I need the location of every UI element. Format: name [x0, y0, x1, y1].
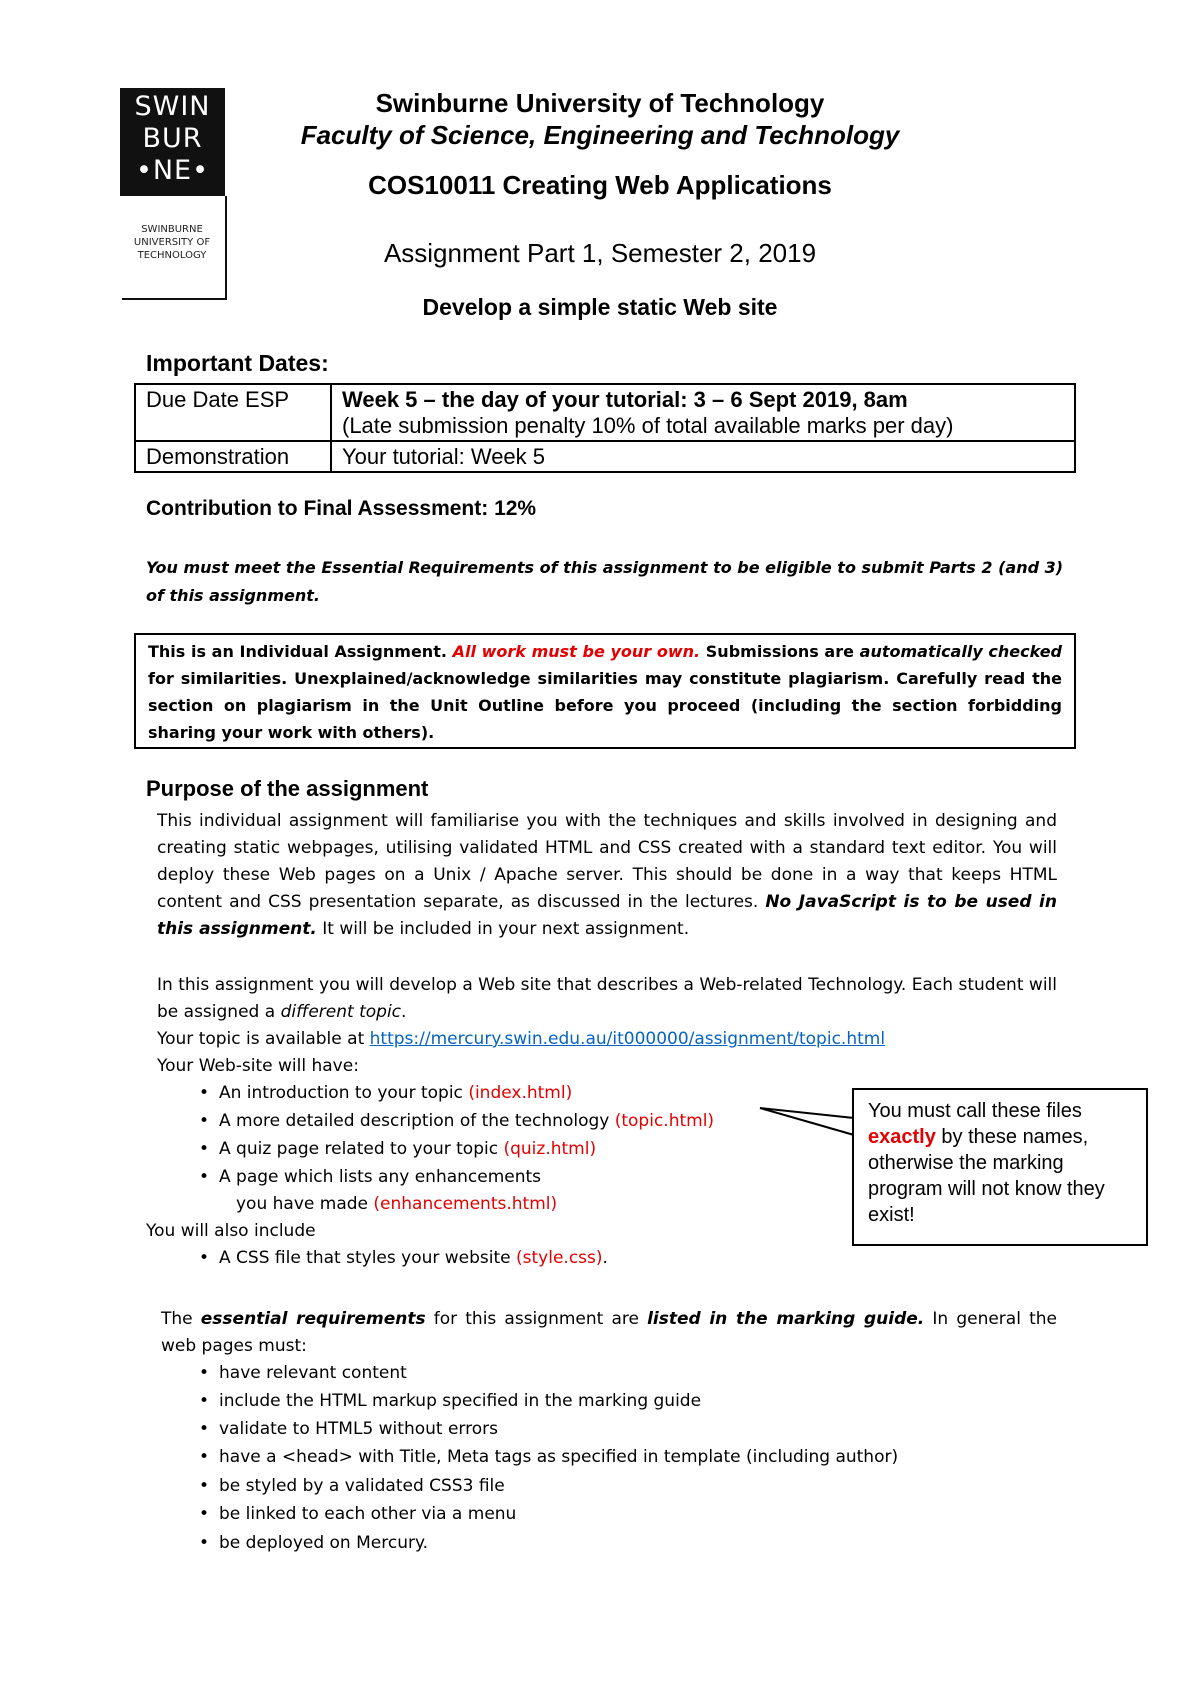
list-item — [199, 1416, 498, 1443]
file-name: (index.html) — [468, 1083, 573, 1103]
requirement-text: validate to HTML5 without errors — [219, 1419, 498, 1439]
bullet-icon: • — [199, 1363, 210, 1383]
task-title: Develop a simple static Web site — [422, 294, 778, 320]
purpose-heading: Purpose of the assignment — [146, 776, 429, 801]
also-include: You will also include — [146, 1221, 316, 1241]
topic-p2-text: In this assignment you will develop a Web site that describes a Web-related Technology. Each student will be assigned a — [157, 975, 1057, 1022]
file-name: (quiz.html) — [503, 1139, 597, 1159]
individual-text-c: Submissions are — [700, 642, 860, 661]
file-desc-end: . — [602, 1248, 608, 1268]
ess-text-a: The — [161, 1309, 201, 1329]
late-penalty-note: (Late submission penalty 10% of total available marks per day) — [342, 413, 954, 438]
requirement-text: have a <head> with Title, Meta tags as specified in template (including author) — [219, 1447, 899, 1467]
purpose-p1-end: It will be included in your next assignment. — [316, 919, 690, 939]
due-date-label: Due Date ESP — [135, 384, 331, 441]
list-item — [199, 1444, 899, 1471]
file-name: (topic.html) — [614, 1111, 715, 1131]
bullet-icon: • — [199, 1447, 210, 1467]
list-item — [199, 1501, 517, 1528]
own-work-warning: All work must be your own. — [452, 642, 701, 661]
bullet-icon: • — [199, 1419, 210, 1439]
purpose-p1-text: This individual assignment will familiarise you with the techniques and skills involved in designing and creating static webpages, utilising validated HTML and CSS created with a standard text editor. You will deploy these Web pages on a Unix / Apache server. This should be done in a way that keeps HTML content and CSS presentation separate, as discussed in the lectures. — [157, 811, 1057, 912]
bullet-icon: • — [199, 1533, 210, 1553]
requirement-text: be deployed on Mercury. — [219, 1533, 429, 1553]
file-desc: A quiz page related to your topic — [219, 1139, 504, 1159]
file-names-callout — [852, 1088, 1148, 1246]
bullet-icon: • — [199, 1139, 210, 1159]
unit-title: COS10011 Creating Web Applications — [368, 170, 832, 200]
logo-line-3: •NE• — [135, 155, 210, 186]
logo-sub-2: UNIVERSITY OF — [133, 237, 211, 248]
list-item — [199, 1360, 407, 1387]
ess-text-e: In general the web pages must: — [161, 1309, 1057, 1356]
bullet-icon: • — [199, 1167, 210, 1187]
due-date-text: Week 5 – the day of your tutorial: 3 – 6 Sept 2019, 8am — [342, 387, 908, 412]
essential-requirements-paragraph — [161, 1306, 1057, 1360]
logo-line-2: BUR — [142, 123, 203, 154]
university-title: Swinburne University of Technology — [375, 88, 825, 118]
logo-sub-3: TECHNOLOGY — [137, 250, 207, 261]
logo-line-1: SWIN — [134, 91, 211, 122]
callout-text-a: You must call these files — [868, 1100, 1082, 1122]
individual-text-e: for similarities. Unexplained/acknowledge similarities may constitute plagiarism. Carefully read the section on plagiarism in the Unit Outline before you proceed (including the section forbidding sharing your work with others). — [148, 669, 1062, 742]
file-desc: A more detailed description of the technology — [219, 1111, 615, 1131]
file-desc: A CSS file that styles your website — [219, 1248, 517, 1268]
callout-text-c: by these names, otherwise the marking program will not know they exist! — [868, 1126, 1105, 1226]
list-item — [199, 1388, 702, 1415]
ess-text-b: essential requirements — [200, 1309, 426, 1329]
file-name: (style.css) — [516, 1248, 603, 1268]
file-name: (enhancements.html) — [373, 1194, 558, 1214]
demonstration-value: Your tutorial: Week 5 — [331, 441, 1075, 472]
demonstration-label: Demonstration — [135, 441, 331, 472]
bullet-icon: • — [199, 1111, 210, 1131]
individual-text-a: This is an Individual Assignment. — [148, 642, 453, 661]
list-item — [199, 1530, 429, 1557]
ess-text-c: for this assignment are — [425, 1309, 648, 1329]
no-javascript-note: No JavaScript is to be used in this assignment. — [157, 892, 1057, 939]
important-dates-heading: Important Dates: — [146, 350, 329, 376]
bullet-icon: • — [199, 1504, 210, 1524]
requirement-text: be linked to each other via a menu — [219, 1504, 517, 1524]
file-desc: An introduction to your topic — [219, 1083, 469, 1103]
bullet-icon: • — [199, 1476, 210, 1496]
topic-p2-end: . — [401, 1002, 407, 1022]
file-desc: you have made — [236, 1194, 374, 1214]
essential-requirements-note: You must meet the Essential Requirements of this assignment to be eligible to submit Parts 2 (and 3) of this assignment. — [146, 558, 1064, 605]
logo-sub-1: SWINBURNE — [141, 224, 203, 235]
different-topic: different topic — [280, 1002, 402, 1022]
bullet-icon: • — [199, 1083, 210, 1103]
requirement-text: be styled by a validated CSS3 file — [219, 1476, 505, 1496]
assignment-title: Assignment Part 1, Semester 2, 2019 — [383, 238, 817, 268]
topic-link[interactable]: https://mercury.swin.edu.au/it000000/assignment/topic.html — [369, 1029, 886, 1049]
faculty-title: Faculty of Science, Engineering and Technology — [300, 120, 900, 150]
ess-text-d: listed in the marking guide. — [647, 1309, 925, 1329]
individual-text-d: automatically checked — [859, 642, 1063, 661]
requirement-text: have relevant content — [219, 1363, 407, 1383]
list-item — [199, 1473, 505, 1500]
contribution-text: Contribution to Final Assessment: 12% — [146, 497, 537, 520]
bullet-icon: • — [199, 1391, 210, 1411]
file-desc: A page which lists any enhancements — [219, 1167, 542, 1187]
website-will-have: Your Web-site will have: — [157, 1056, 359, 1076]
bullet-icon: • — [199, 1248, 210, 1268]
callout-exactly: exactly — [868, 1126, 936, 1148]
requirement-text: include the HTML markup specified in the marking guide — [219, 1391, 702, 1411]
topic-link-prefix: Your topic is available at — [157, 1029, 370, 1049]
